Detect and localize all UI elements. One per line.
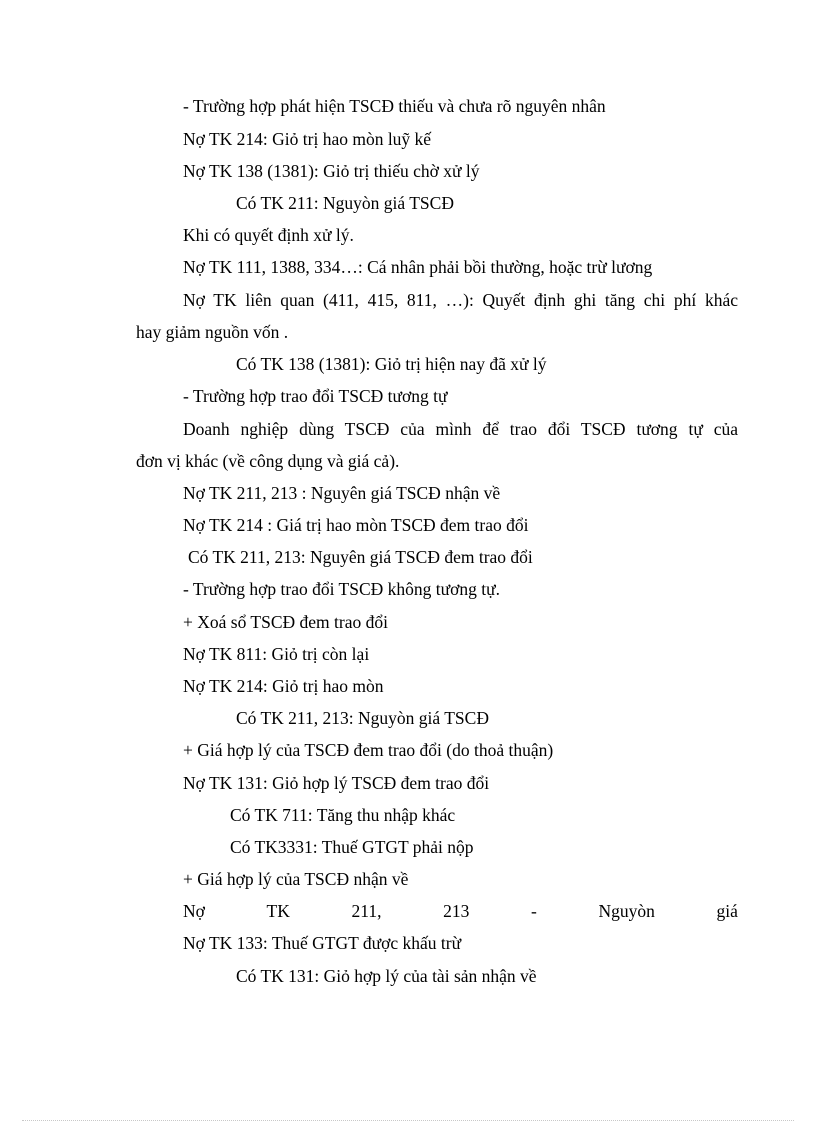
spread-text-line (183, 900, 738, 922)
text-line: Có TK 131: Giỏ hợp lý của tài sản nhận về (236, 966, 537, 986)
text-line: Nợ TK 133: Thuế GTGT được khấu trừ (183, 933, 462, 953)
word: TK (266, 901, 290, 921)
text-line: - Trường hợp trao đổi TSCĐ tương tự (183, 386, 448, 406)
text-line: Có TK 211, 213: Nguyòn giá TSCĐ (236, 708, 489, 728)
page-bottom-divider (22, 1120, 794, 1121)
text-line: - Trường hợp phát hiện TSCĐ thiếu và chưa rõ nguyên nhân (183, 96, 606, 116)
text-line: Nợ TK 811: Giỏ trị còn lại (183, 644, 370, 664)
text-line: + Giá hợp lý của TSCĐ đem trao đổi (do thoả thuận) (183, 740, 554, 760)
text-line: Nợ TK 214: Giỏ trị hao mòn (183, 676, 384, 696)
text-line: Khi có quyết định xử lý. (183, 225, 354, 245)
text-line: Có TK 211: Nguyòn giá TSCĐ (236, 193, 454, 213)
text-line: - Trường hợp trao đổi TSCĐ không tương tự. (183, 579, 500, 599)
text-line: Có TK3331: Thuế GTGT phải nộp (230, 837, 474, 857)
text-line: Có TK 211, 213: Nguyên giá TSCĐ đem trao đổi (188, 547, 533, 567)
text-line: Nợ TK 138 (1381): Giỏ trị thiếu chờ xử lý (183, 161, 480, 181)
text-line: Có TK 138 (1381): Giỏ trị hiện nay đã xử lý (236, 354, 547, 374)
text-line: đơn vị khác (về công dụng và giá cả). (136, 451, 400, 471)
text-line: Nợ TK 131: Giỏ hợp lý TSCĐ đem trao đổi (183, 773, 490, 793)
text-line: + Xoá sổ TSCĐ đem trao đổi (183, 612, 388, 632)
text-line: Nợ TK 214 : Giá trị hao mòn TSCĐ đem trao đổi (183, 515, 529, 535)
word: 213 (443, 901, 470, 921)
word: Nợ (183, 901, 205, 921)
word: 211, (351, 901, 382, 921)
text-line: Nợ TK 111, 1388, 334…: Cá nhân phải bồi thường, hoặc trừ lương (183, 257, 653, 277)
text-line: + Giá hợp lý của TSCĐ nhận về (183, 869, 409, 889)
word: Nguyòn (598, 901, 655, 921)
text-line: hay giảm nguồn vốn . (136, 322, 289, 342)
word: giá (716, 901, 738, 921)
word: - (531, 901, 537, 921)
text-line: Nợ TK liên quan (411, 415, 811, …): Quyết định ghi tăng chi phí khác (183, 290, 738, 310)
text-line: Doanh nghiệp dùng TSCĐ của mình để trao đổi TSCĐ tương tự của (183, 419, 738, 439)
text-line: Nợ TK 214: Giỏ trị hao mòn luỹ kế (183, 129, 432, 149)
text-line: Có TK 711: Tăng thu nhập khác (230, 805, 456, 825)
text-line: Nợ TK 211, 213 : Nguyên giá TSCĐ nhận về (183, 483, 501, 503)
